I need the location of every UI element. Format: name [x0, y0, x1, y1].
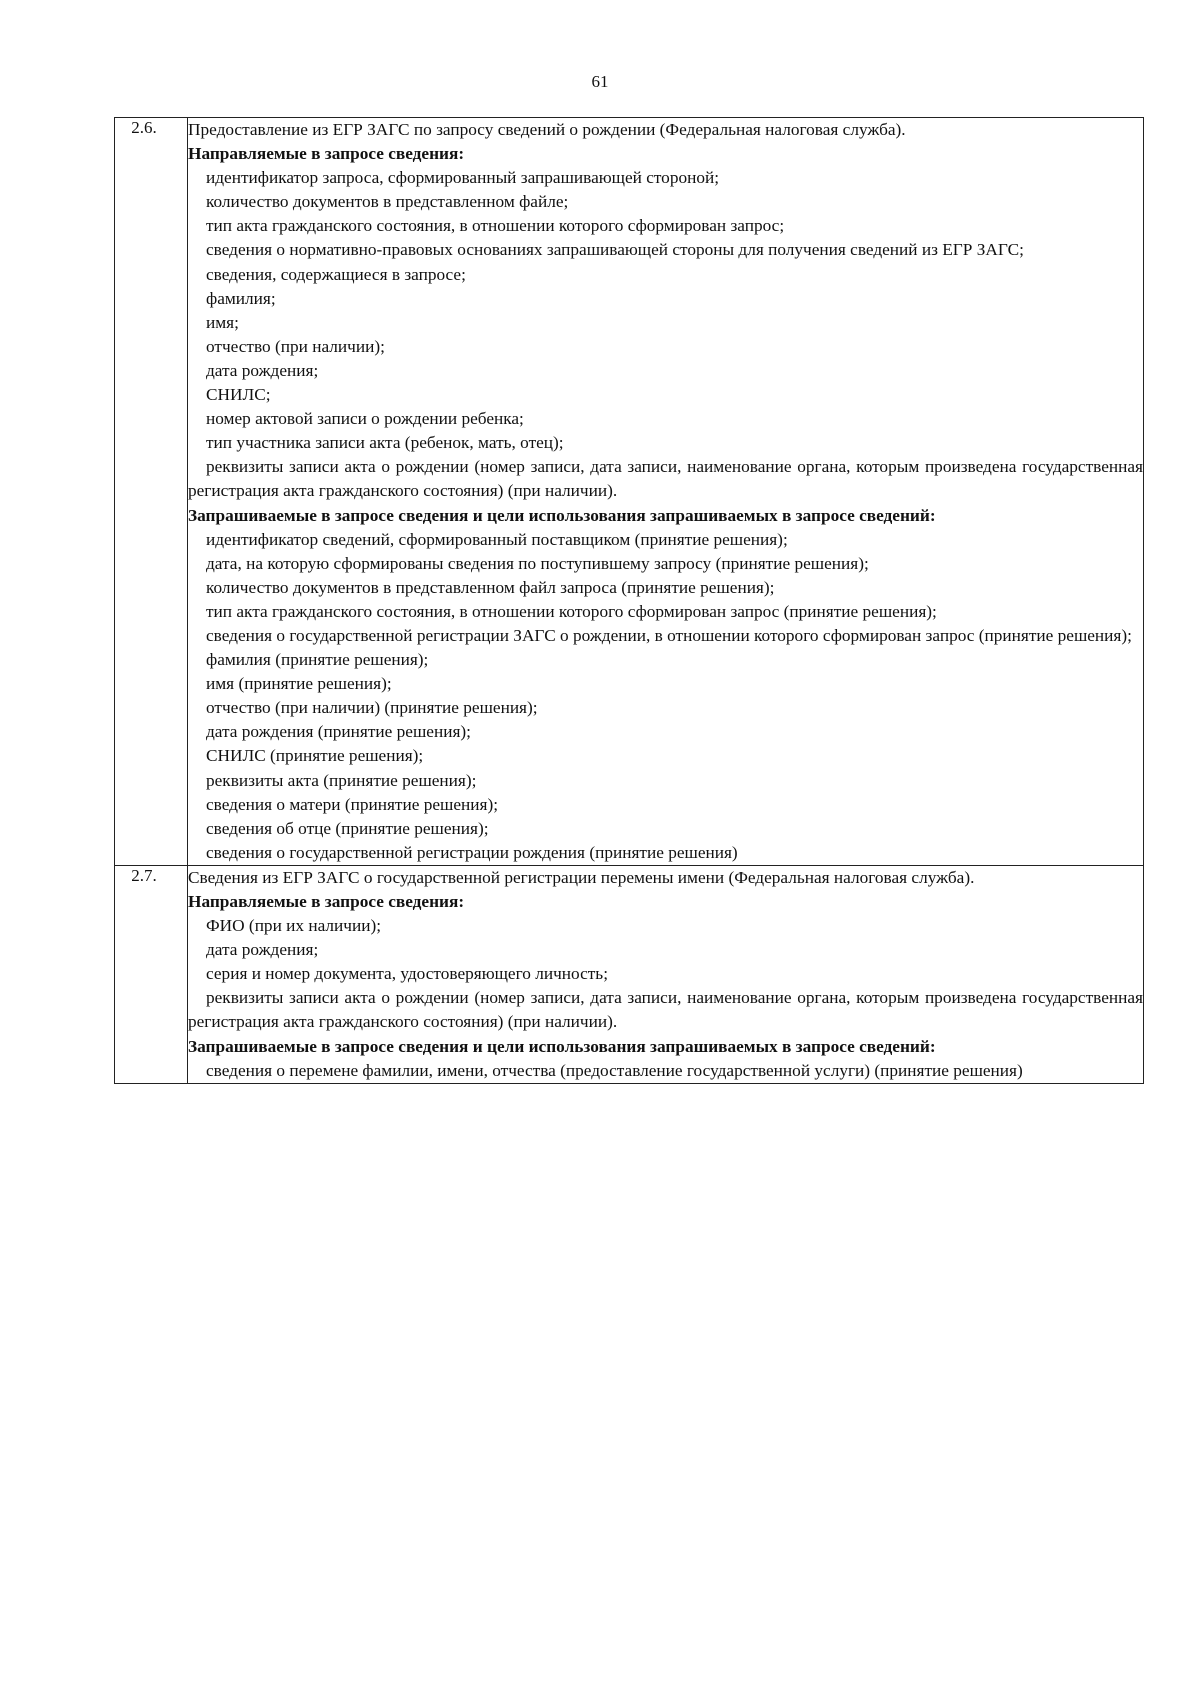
list-item: сведения, содержащиеся в запросе; — [206, 264, 466, 284]
section-heading: Запрашиваемые в запросе сведения и цели использования запрашиваемых в запросе сведений: — [188, 505, 936, 525]
list-item: реквизиты записи акта о рождении (номер записи, дата записи, наименование органа, которым произведена государственная регистрация акта гражданского состояния) (при наличии). — [188, 457, 1143, 501]
table-row — [115, 118, 1144, 866]
row-content-cell — [188, 865, 1144, 1083]
list-item: дата, на которую сформированы сведения по поступившему запросу (принятие решения); — [206, 553, 869, 573]
section-heading: Запрашиваемые в запросе сведения и цели использования запрашиваемых в запросе сведений: — [188, 1036, 936, 1056]
list-item: количество документов в представленном файл запроса (принятие решения); — [206, 577, 775, 597]
list-item: сведения об отце (принятие решения); — [206, 818, 489, 838]
list-item: номер актовой записи о рождении ребенка; — [206, 409, 524, 429]
list-item: идентификатор сведений, сформированный поставщиком (принятие решения); — [206, 529, 788, 549]
list-item: количество документов в представленном файле; — [206, 192, 569, 212]
list-item: фамилия (принятие решения); — [206, 650, 429, 670]
list-item: идентификатор запроса, сформированный запрашивающей стороной; — [206, 168, 720, 188]
list-item: ФИО (при их наличии); — [206, 916, 382, 936]
list-item: дата рождения; — [206, 940, 319, 960]
list-item: сведения о матери (принятие решения); — [206, 794, 499, 814]
section-heading: Направляемые в запросе сведения: — [188, 892, 465, 911]
list-item: имя (принятие решения); — [206, 674, 392, 694]
list-item: реквизиты записи акта о рождении (номер записи, дата записи, наименование органа, которым произведена государственная регистрация акта гражданского состояния) (при наличии). — [188, 988, 1143, 1032]
list-item: серия и номер документа, удостоверяющего личность; — [206, 964, 608, 984]
table-body — [115, 118, 1144, 1084]
row-content-cell — [188, 118, 1144, 866]
document-table — [114, 117, 1144, 1084]
list-item: сведения о государственной регистрации рождения (принятие решения) — [206, 842, 738, 862]
list-item: сведения о перемене фамилии, имени, отчества (предоставление государственной услуги) (принятие решения) — [206, 1060, 1023, 1080]
page-number: 61 — [591, 72, 609, 91]
list-item: СНИЛС; — [206, 385, 271, 405]
list-item: фамилия; — [206, 288, 276, 308]
section-heading: Направляемые в запросе сведения: — [188, 144, 465, 164]
row-number-cell — [115, 865, 188, 1083]
row-number-cell — [115, 118, 188, 866]
row-title: Сведения из ЕГР ЗАГС о государственной регистрации перемены имени (Федеральная налоговая служба). — [188, 867, 975, 887]
table-row — [115, 865, 1144, 1083]
list-item: отчество (при наличии); — [206, 336, 385, 356]
row-title: Предоставление из ЕГР ЗАГС по запросу сведений о рождении (Федеральная налоговая служба). — [188, 120, 906, 139]
row-number: 2.6. — [131, 118, 157, 137]
list-item: сведения о нормативно-правовых основаниях запрашивающей стороны для получения сведений из ЕГР ЗАГС; — [206, 240, 1024, 260]
list-item: тип акта гражданского состояния, в отношении которого сформирован запрос (принятие решения); — [206, 601, 937, 621]
list-item: СНИЛС (принятие решения); — [206, 746, 424, 766]
list-item: сведения о государственной регистрации ЗАГС о рождении, в отношении которого сформирован запрос (принятие решения); — [206, 625, 1132, 645]
list-item: имя; — [206, 312, 239, 332]
list-item: дата рождения (принятие решения); — [206, 722, 471, 742]
list-item: реквизиты акта (принятие решения); — [206, 770, 477, 790]
list-item: дата рождения; — [206, 360, 319, 380]
list-item: тип акта гражданского состояния, в отношении которого сформирован запрос; — [206, 216, 785, 236]
list-item: тип участника записи акта (ребенок, мать, отец); — [206, 433, 564, 453]
list-item: отчество (при наличии) (принятие решения); — [206, 698, 538, 718]
row-number: 2.7. — [131, 865, 157, 885]
